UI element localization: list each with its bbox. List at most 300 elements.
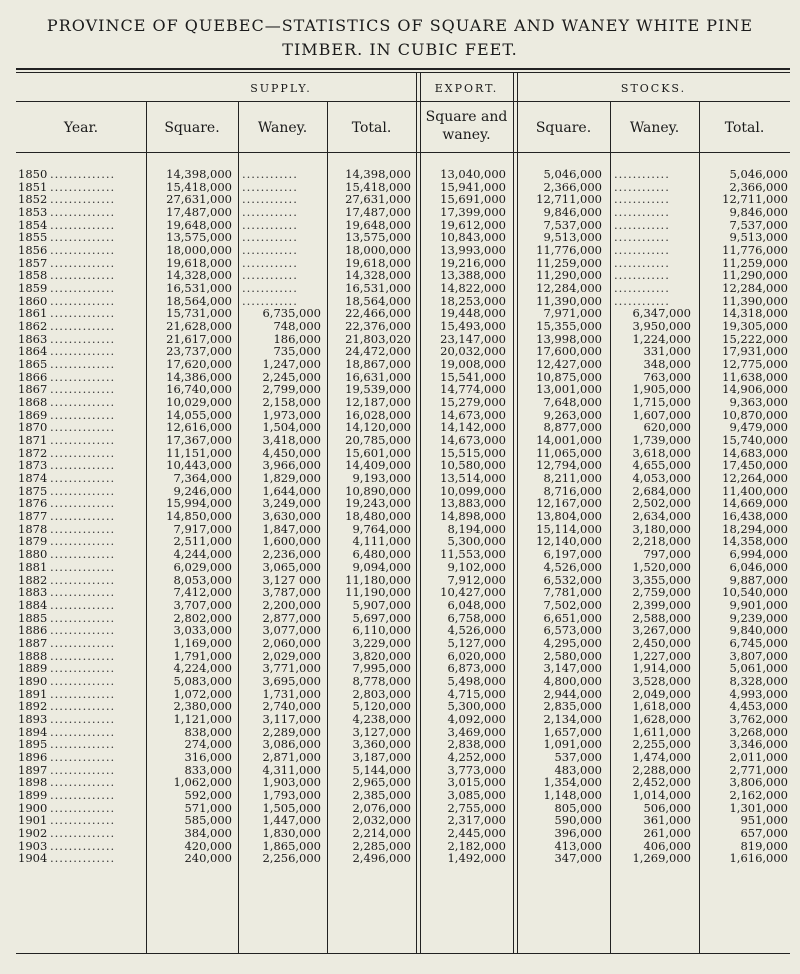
cell-stocks-waney: 2,452,000	[632, 775, 691, 790]
cell-supply-waney: 2,200,000	[262, 597, 321, 612]
cell-export: 5,300,000	[447, 699, 506, 714]
cell-stocks-square: 2,366,000	[543, 179, 602, 194]
table-row	[16, 244, 790, 257]
group-export: EXPORT.	[434, 82, 499, 95]
leader-dots: ..............	[50, 471, 116, 486]
cell-stocks-total: 9,887,000	[729, 572, 788, 587]
leader-dots: ............	[614, 192, 670, 207]
cell-stocks-total: 1,616,000	[729, 851, 788, 866]
table-row	[16, 548, 790, 561]
cell-year: 1898	[18, 775, 48, 790]
cell-supply-total: 5,144,000	[352, 762, 411, 777]
table-row	[16, 624, 790, 637]
cell-export: 10,843,000	[440, 230, 506, 245]
cell-supply-waney: 1,830,000	[262, 825, 321, 840]
cell-stocks-square: 8,211,000	[543, 471, 602, 486]
cell-stocks-total: 6,994,000	[729, 547, 788, 562]
group-supply: SUPPLY.	[250, 82, 312, 95]
cell-stocks-total: 11,400,000	[722, 483, 788, 498]
cell-stocks-waney: 4,655,000	[632, 458, 691, 473]
cell-export: 2,317,000	[447, 813, 506, 828]
cell-stocks-square: 11,259,000	[536, 255, 602, 270]
cell-stocks-waney: 1,628,000	[632, 711, 691, 726]
leader-dots: ............	[614, 230, 670, 245]
cell-supply-total: 24,472,000	[345, 344, 411, 359]
leader-dots: ..............	[50, 331, 116, 346]
cell-export: 2,445,000	[447, 825, 506, 840]
header-stocks-waney: Waney.	[629, 120, 680, 136]
cell-year: 1893	[18, 711, 48, 726]
cell-supply-square: 4,224,000	[173, 661, 232, 676]
cell-supply-square: 2,380,000	[173, 699, 232, 714]
cell-supply-total: 3,820,000	[352, 648, 411, 663]
bottom-rule	[16, 953, 790, 954]
table-body	[16, 168, 790, 865]
cell-stocks-total: 11,259,000	[722, 255, 788, 270]
cell-stocks-waney: 506,000	[643, 800, 691, 815]
cell-year: 1865	[18, 357, 48, 372]
leader-dots: ..............	[50, 496, 116, 511]
leader-dots: ..............	[50, 800, 116, 815]
cell-year: 1856	[18, 243, 48, 258]
cell-supply-square: 11,151,000	[166, 445, 232, 460]
cell-stocks-square: 17,600,000	[536, 344, 602, 359]
leader-dots: ..............	[50, 344, 116, 359]
cell-supply-square: 9,246,000	[173, 483, 232, 498]
leader-dots: ............	[614, 268, 670, 283]
cell-year: 1891	[18, 686, 48, 701]
cell-stocks-total: 17,931,000	[722, 344, 788, 359]
cell-year: 1851	[18, 179, 48, 194]
leader-dots: ..............	[50, 205, 116, 220]
cell-stocks-total: 14,358,000	[722, 534, 788, 549]
cell-stocks-square: 1,354,000	[543, 775, 602, 790]
cell-stocks-total: 9,513,000	[729, 230, 788, 245]
leader-dots: ............	[242, 281, 298, 296]
cell-supply-total: 9,094,000	[352, 559, 411, 574]
cell-year: 1869	[18, 407, 48, 422]
cell-supply-total: 7,995,000	[352, 661, 411, 676]
cell-supply-total: 3,229,000	[352, 635, 411, 650]
cell-stocks-total: 2,162,000	[729, 787, 788, 802]
cell-supply-square: 833,000	[184, 762, 232, 777]
leader-dots: ............	[242, 230, 298, 245]
cell-supply-waney: 3,117,000	[262, 711, 321, 726]
cell-year: 1861	[18, 306, 48, 321]
cell-year: 1857	[18, 255, 48, 270]
cell-stocks-total: 17,450,000	[722, 458, 788, 473]
leader-dots: ............	[614, 167, 670, 181]
cell-stocks-square: 6,532,000	[543, 572, 602, 587]
leader-dots: ............	[614, 243, 670, 258]
cell-year: 1900	[18, 800, 48, 815]
table-row	[16, 751, 790, 764]
cell-stocks-square: 7,781,000	[543, 585, 602, 600]
cell-stocks-square: 2,134,000	[543, 711, 602, 726]
table-row	[16, 586, 790, 599]
cell-supply-total: 2,032,000	[352, 813, 411, 828]
cell-year: 1894	[18, 724, 48, 739]
cell-stocks-total: 10,540,000	[722, 585, 788, 600]
cell-year: 1860	[18, 293, 48, 308]
cell-year: 1880	[18, 547, 48, 562]
cell-supply-square: 17,367,000	[166, 433, 232, 448]
cell-year: 1901	[18, 813, 48, 828]
cell-stocks-square: 347,000	[554, 851, 602, 866]
leader-dots: ..............	[50, 369, 116, 384]
leader-dots: ..............	[50, 623, 116, 638]
cell-supply-waney: 1,973,000	[262, 407, 321, 422]
cell-export: 14,822,000	[440, 281, 506, 296]
cell-supply-total: 5,697,000	[352, 610, 411, 625]
cell-stocks-square: 12,711,000	[536, 192, 602, 207]
cell-supply-waney: 1,505,000	[262, 800, 321, 815]
cell-stocks-waney: 797,000	[643, 547, 691, 562]
header-stocks-square: Square.	[535, 120, 592, 136]
cell-supply-square: 2,802,000	[173, 610, 232, 625]
cell-stocks-total: 12,711,000	[722, 192, 788, 207]
cell-supply-square: 240,000	[184, 851, 232, 866]
cell-stocks-waney: 4,053,000	[632, 471, 691, 486]
cell-year: 1885	[18, 610, 48, 625]
leader-dots: ..............	[50, 192, 116, 207]
cell-stocks-total: 12,284,000	[722, 281, 788, 296]
cell-stocks-total: 657,000	[740, 825, 788, 840]
cell-supply-total: 17,487,000	[345, 205, 411, 220]
cell-stocks-square: 12,140,000	[536, 534, 602, 549]
cell-stocks-waney: 1,618,000	[632, 699, 691, 714]
leader-dots: ..............	[50, 395, 116, 410]
cell-stocks-waney: 361,000	[643, 813, 691, 828]
table-row	[16, 561, 790, 574]
cell-supply-total: 2,076,000	[352, 800, 411, 815]
leader-dots: ..............	[50, 724, 116, 739]
table-row	[16, 206, 790, 219]
cell-stocks-waney: 261,000	[643, 825, 691, 840]
cell-stocks-square: 8,877,000	[543, 420, 602, 435]
cell-supply-square: 14,386,000	[166, 369, 232, 384]
cell-supply-square: 7,917,000	[173, 521, 232, 536]
cell-stocks-square: 11,776,000	[536, 243, 602, 258]
cell-export: 9,102,000	[447, 559, 506, 574]
cell-export: 18,253,000	[440, 293, 506, 308]
cell-stocks-total: 15,222,000	[722, 331, 788, 346]
cell-export: 10,580,000	[440, 458, 506, 473]
leader-dots: ..............	[50, 547, 116, 562]
cell-supply-square: 571,000	[184, 800, 232, 815]
cell-stocks-total: 14,669,000	[722, 496, 788, 511]
cell-supply-square: 14,328,000	[166, 268, 232, 283]
cell-supply-square: 14,055,000	[166, 407, 232, 422]
cell-supply-square: 838,000	[184, 724, 232, 739]
cell-year: 1903	[18, 838, 48, 853]
leader-dots: ..............	[50, 775, 116, 790]
cell-supply-total: 14,409,000	[345, 458, 411, 473]
leader-dots: ..............	[50, 509, 116, 524]
cell-stocks-square: 2,944,000	[543, 686, 602, 701]
cell-supply-square: 19,618,000	[166, 255, 232, 270]
cell-supply-waney: 2,245,000	[262, 369, 321, 384]
cell-supply-waney: 1,865,000	[262, 838, 321, 853]
cell-supply-waney: 1,504,000	[262, 420, 321, 435]
cell-supply-total: 10,890,000	[345, 483, 411, 498]
cell-export: 13,993,000	[440, 243, 506, 258]
cell-stocks-square: 13,804,000	[536, 509, 602, 524]
cell-supply-waney: 1,793,000	[262, 787, 321, 802]
cell-stocks-waney: 2,759,000	[632, 585, 691, 600]
cell-supply-square: 7,412,000	[173, 585, 232, 600]
cell-stocks-waney: 2,255,000	[632, 737, 691, 752]
cell-year: 1873	[18, 458, 48, 473]
cell-stocks-total: 14,683,000	[722, 445, 788, 460]
cell-supply-total: 2,285,000	[352, 838, 411, 853]
cell-supply-square: 1,791,000	[173, 648, 232, 663]
table-row	[16, 282, 790, 295]
leader-dots: ..............	[50, 648, 116, 663]
cell-year: 1859	[18, 281, 48, 296]
cell-stocks-waney: 1,227,000	[632, 648, 691, 663]
leader-dots: ..............	[50, 699, 116, 714]
cell-stocks-square: 4,295,000	[543, 635, 602, 650]
cell-stocks-square: 12,427,000	[536, 357, 602, 372]
cell-stocks-total: 9,363,000	[729, 395, 788, 410]
leader-dots: ............	[614, 281, 670, 296]
cell-export: 19,612,000	[440, 217, 506, 232]
cell-stocks-total: 1,301,000	[729, 800, 788, 815]
cell-supply-waney: 735,000	[273, 344, 321, 359]
leader-dots: ............	[614, 205, 670, 220]
cell-supply-total: 6,480,000	[352, 547, 411, 562]
cell-stocks-square: 396,000	[554, 825, 602, 840]
cell-year: 1883	[18, 585, 48, 600]
leader-dots: ..............	[50, 572, 116, 587]
cell-export: 15,493,000	[440, 319, 506, 334]
cell-stocks-total: 4,993,000	[729, 686, 788, 701]
cell-supply-waney: 2,740,000	[262, 699, 321, 714]
header-export-line-1: Square and	[425, 109, 508, 125]
title-line-2: TIMBER. IN CUBIC FEET.	[282, 40, 518, 59]
cell-year: 1877	[18, 509, 48, 524]
cell-stocks-square: 413,000	[554, 838, 602, 853]
table-row	[16, 827, 790, 840]
cell-stocks-total: 819,000	[740, 838, 788, 853]
cell-stocks-square: 11,065,000	[536, 445, 602, 460]
cell-supply-total: 19,243,000	[345, 496, 411, 511]
cell-export: 13,388,000	[440, 268, 506, 283]
cell-export: 8,194,000	[447, 521, 506, 536]
cell-supply-square: 1,072,000	[173, 686, 232, 701]
cell-supply-total: 19,539,000	[345, 382, 411, 397]
cell-year: 1862	[18, 319, 48, 334]
top-rule-2	[16, 72, 790, 73]
header-supply-square: Square.	[164, 120, 220, 136]
cell-supply-total: 21,803,020	[345, 331, 411, 346]
leader-dots: ..............	[50, 597, 116, 612]
leader-dots: ..............	[50, 382, 116, 397]
cell-stocks-total: 9,840,000	[729, 623, 788, 638]
cell-supply-square: 16,740,000	[166, 382, 232, 397]
title-line-1: PROVINCE OF QUEBEC—STATISTICS OF SQUARE AND WANEY WHITE PINE	[46, 16, 754, 35]
cell-supply-waney: 3,065,000	[262, 559, 321, 574]
cell-supply-square: 19,648,000	[166, 217, 232, 232]
cell-supply-square: 18,000,000	[166, 243, 232, 258]
cell-stocks-total: 6,745,000	[729, 635, 788, 650]
cell-stocks-waney: 2,634,000	[632, 509, 691, 524]
cell-supply-square: 16,531,000	[166, 281, 232, 296]
leader-dots: ............	[242, 243, 298, 258]
cell-export: 19,008,000	[440, 357, 506, 372]
cell-supply-total: 14,328,000	[345, 268, 411, 283]
cell-supply-square: 5,083,000	[173, 673, 232, 688]
cell-supply-total: 20,785,000	[345, 433, 411, 448]
cell-stocks-square: 6,651,000	[543, 610, 602, 625]
cell-supply-waney: 3,086,000	[262, 737, 321, 752]
cell-supply-total: 15,601,000	[345, 445, 411, 460]
cell-supply-total: 4,111,000	[352, 534, 411, 549]
leader-dots: ..............	[50, 661, 116, 676]
cell-supply-square: 420,000	[184, 838, 232, 853]
group-stocks: STOCKS.	[620, 82, 687, 95]
cell-export: 4,252,000	[447, 749, 506, 764]
cell-stocks-square: 15,355,000	[536, 319, 602, 334]
cell-export: 5,300,000	[447, 534, 506, 549]
cell-stocks-square: 12,167,000	[536, 496, 602, 511]
cell-supply-waney: 2,871,000	[262, 749, 321, 764]
cell-supply-square: 1,121,000	[173, 711, 232, 726]
cell-supply-total: 16,028,000	[345, 407, 411, 422]
header-supply-total: Total.	[351, 120, 392, 136]
cell-year: 1852	[18, 192, 48, 207]
cell-stocks-total: 5,046,000	[729, 167, 788, 181]
cell-supply-square: 21,617,000	[166, 331, 232, 346]
cell-export: 3,773,000	[447, 762, 506, 777]
cell-export: 7,912,000	[447, 572, 506, 587]
cell-export: 2,838,000	[447, 737, 506, 752]
header-stocks-total: Total.	[724, 120, 765, 136]
cell-stocks-total: 9,846,000	[729, 205, 788, 220]
cell-supply-square: 14,398,000	[166, 167, 232, 181]
header-export-line-2: waney.	[442, 127, 491, 143]
cell-stocks-waney: 3,267,000	[632, 623, 691, 638]
cell-supply-waney: 3,787,000	[262, 585, 321, 600]
table-row	[16, 713, 790, 726]
cell-export: 4,092,000	[447, 711, 506, 726]
cell-stocks-total: 11,638,000	[722, 369, 788, 384]
cell-supply-square: 17,620,000	[166, 357, 232, 372]
cell-stocks-total: 9,901,000	[729, 597, 788, 612]
cell-export: 13,514,000	[440, 471, 506, 486]
cell-stocks-waney: 2,399,000	[632, 597, 691, 612]
cell-supply-total: 18,867,000	[345, 357, 411, 372]
leader-dots: ..............	[50, 851, 116, 866]
cell-export: 1,492,000	[447, 851, 506, 866]
cell-supply-total: 12,187,000	[345, 395, 411, 410]
header-supply-waney: Waney.	[257, 120, 308, 136]
cell-supply-total: 19,648,000	[345, 217, 411, 232]
cell-export: 14,142,000	[440, 420, 506, 435]
cell-year: 1871	[18, 433, 48, 448]
cell-stocks-square: 4,526,000	[543, 559, 602, 574]
cell-stocks-total: 15,740,000	[722, 433, 788, 448]
cell-stocks-square: 5,046,000	[543, 167, 602, 181]
cell-supply-total: 27,631,000	[345, 192, 411, 207]
cell-stocks-square: 7,971,000	[543, 306, 602, 321]
cell-export: 15,279,000	[440, 395, 506, 410]
cell-stocks-total: 14,906,000	[722, 382, 788, 397]
leader-dots: ..............	[50, 762, 116, 777]
cell-stocks-total: 12,775,000	[722, 357, 788, 372]
cell-supply-square: 15,731,000	[166, 306, 232, 321]
cell-year: 1895	[18, 737, 48, 752]
cell-stocks-waney: 620,000	[643, 420, 691, 435]
cell-export: 10,099,000	[440, 483, 506, 498]
cell-supply-square: 17,487,000	[166, 205, 232, 220]
leader-dots: ..............	[50, 483, 116, 498]
cell-supply-square: 2,511,000	[173, 534, 232, 549]
table-row	[16, 637, 790, 650]
cell-stocks-square: 1,091,000	[543, 737, 602, 752]
cell-supply-square: 10,029,000	[166, 395, 232, 410]
cell-supply-total: 3,187,000	[352, 749, 411, 764]
leader-dots: ..............	[50, 585, 116, 600]
cell-export: 2,182,000	[447, 838, 506, 853]
leader-dots: ............	[242, 205, 298, 220]
cell-stocks-total: 19,305,000	[722, 319, 788, 334]
cell-supply-total: 16,631,000	[345, 369, 411, 384]
table-row	[16, 675, 790, 688]
cell-year: 1897	[18, 762, 48, 777]
cell-stocks-total: 5,061,000	[729, 661, 788, 676]
cell-export: 10,427,000	[440, 585, 506, 600]
cell-export: 19,448,000	[440, 306, 506, 321]
cell-stocks-waney: 2,684,000	[632, 483, 691, 498]
table-row	[16, 320, 790, 333]
cell-supply-waney: 1,600,000	[262, 534, 321, 549]
cell-stocks-square: 1,148,000	[543, 787, 602, 802]
cell-supply-waney: 2,289,000	[262, 724, 321, 739]
leader-dots: ............	[242, 293, 298, 308]
cell-supply-waney: 3,695,000	[262, 673, 321, 688]
table-row	[16, 396, 790, 409]
cell-supply-total: 16,531,000	[345, 281, 411, 296]
cell-supply-waney: 3,077,000	[262, 623, 321, 638]
cell-supply-square: 8,053,000	[173, 572, 232, 587]
cell-supply-total: 2,803,000	[352, 686, 411, 701]
cell-supply-waney: 1,247,000	[262, 357, 321, 372]
cell-stocks-waney: 406,000	[643, 838, 691, 853]
cell-year: 1853	[18, 205, 48, 220]
cell-stocks-total: 10,870,000	[722, 407, 788, 422]
leader-dots: ..............	[50, 179, 116, 194]
cell-supply-waney: 2,877,000	[262, 610, 321, 625]
cell-stocks-total: 7,537,000	[729, 217, 788, 232]
cell-stocks-total: 3,806,000	[729, 775, 788, 790]
header-export	[420, 108, 513, 144]
cell-stocks-square: 1,657,000	[543, 724, 602, 739]
leader-dots: ..............	[50, 635, 116, 650]
leader-dots: ............	[614, 217, 670, 232]
cell-supply-waney: 1,903,000	[262, 775, 321, 790]
cell-supply-square: 13,575,000	[166, 230, 232, 245]
cell-stocks-total: 3,268,000	[729, 724, 788, 739]
cell-stocks-waney: 1,224,000	[632, 331, 691, 346]
cell-stocks-waney: 1,739,000	[632, 433, 691, 448]
cell-year: 1890	[18, 673, 48, 688]
cell-stocks-waney: 331,000	[643, 344, 691, 359]
group-rule	[16, 101, 790, 102]
leader-dots: ............	[614, 293, 670, 308]
cell-export: 20,032,000	[440, 344, 506, 359]
